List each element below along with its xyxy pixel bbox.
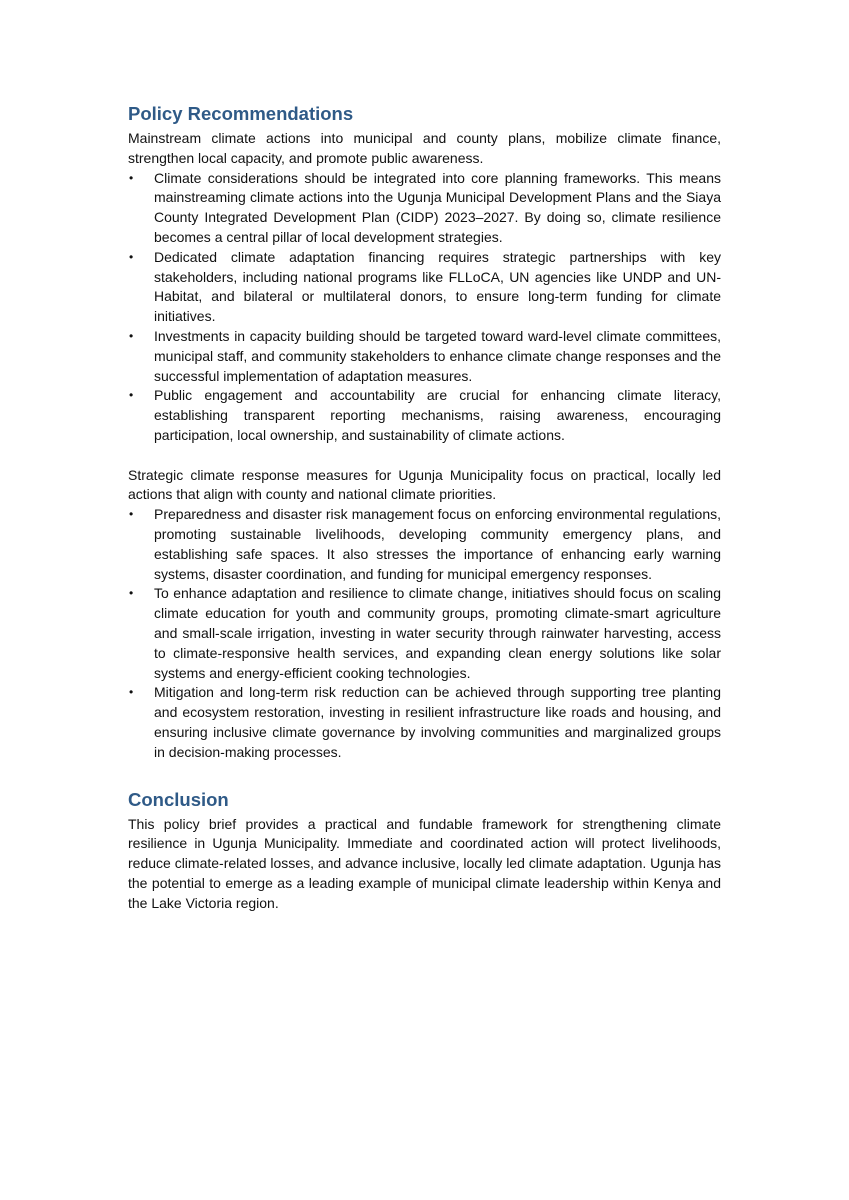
conclusion-section [128,788,721,914]
list-item [128,505,721,584]
conclusion-body: This policy brief provides a practical and fundable framework for strengthening climate resilience in Ugunja Municipality. Immediate and coordinated action will protect livelihoods, reduce climate-related losses, and advance inclusive, locally led climate adaptation. Ugunja has the potential to emerge as a leading example of municipal climate leadership within Kenya and the Lake Victoria region. [128,815,721,911]
bullet-icon: • [129,249,134,264]
bullet-icon: • [129,388,134,403]
section-spacer [128,763,721,788]
bullet-icon: • [129,328,134,343]
policy-recommendations-section [128,102,721,763]
list-item-text: Climate considerations should be integrated into core planning frameworks. This means mainstreaming climate actions into the Ugunja Municipal Development Plans and the Siaya County Integrated Development Plan (CIDP) 2023–2027. By doing so, climate resilience becomes a central pillar of local development strategies. [154,169,721,245]
list-item [128,169,721,248]
list-item-text: Mitigation and long-term risk reduction can be achieved through supporting tree planting and ecosystem restoration, investing in resilient infrastructure like roads and housing, and ensuring inclusive climate governance by involving communities and marginalized groups in decision-making processes. [154,684,721,760]
policy-recommendations-intro: Mainstream climate actions into municipal and county plans, mobilize climate finance, strengthen local capacity, and promote public awareness. [128,130,721,166]
bullet-icon: • [129,586,134,601]
policy-recommendations-list [128,169,721,446]
list-item [128,248,721,327]
list-item-text: Public engagement and accountability are crucial for enhancing climate literacy, establishing transparent reporting mechanisms, raising awareness, encouraging participation, local ownership, and sustainability of climate actions. [154,387,721,443]
list-item [128,386,721,445]
strategic-measures-list [128,505,721,762]
bullet-icon: • [129,507,134,522]
bullet-icon: • [129,685,134,700]
bullet-icon: • [129,170,134,185]
list-item-text: Investments in capacity building should be targeted toward ward-level climate committees, municipal staff, and community stakeholders to enhance climate change responses and the successful implementation of adaptation measures. [154,327,721,384]
document-page [128,102,721,913]
list-item-text: To enhance adaptation and resilience to climate change, initiatives should focus on scaling climate education for youth and community groups, promoting climate-smart agriculture and small-scale irrigation, investing in water security through rainwater harvesting, access to climate-responsive health services, and expanding clean energy solutions like solar systems and energy-efficient cooking technologies. [154,585,721,681]
list-item [128,327,721,386]
paragraph-spacer [128,446,721,466]
list-item-text: Preparedness and disaster risk management focus on enforcing environmental regulations, promoting sustainable livelihoods, developing community emergency plans, and establishing safe spaces. It also stresses the importance of enhancing early warning systems, disaster coordination, and funding for municipal emergency responses. [154,506,721,582]
policy-recommendations-heading: Policy Recommendations [128,103,354,124]
list-item-text: Dedicated climate adaptation financing requires strategic partnerships with key stakeholders, including national programs like FLLoCA, UN agencies like UNDP and UN-Habitat, and bilateral or multilateral donors, to ensure long-term funding for climate initiatives. [154,248,721,325]
conclusion-heading: Conclusion [128,788,229,810]
strategic-measures-intro: Strategic climate response measures for Ugunja Municipality focus on practical, locally led actions that align with county and national climate priorities. [128,466,721,503]
list-item [128,683,721,762]
list-item [128,584,721,683]
